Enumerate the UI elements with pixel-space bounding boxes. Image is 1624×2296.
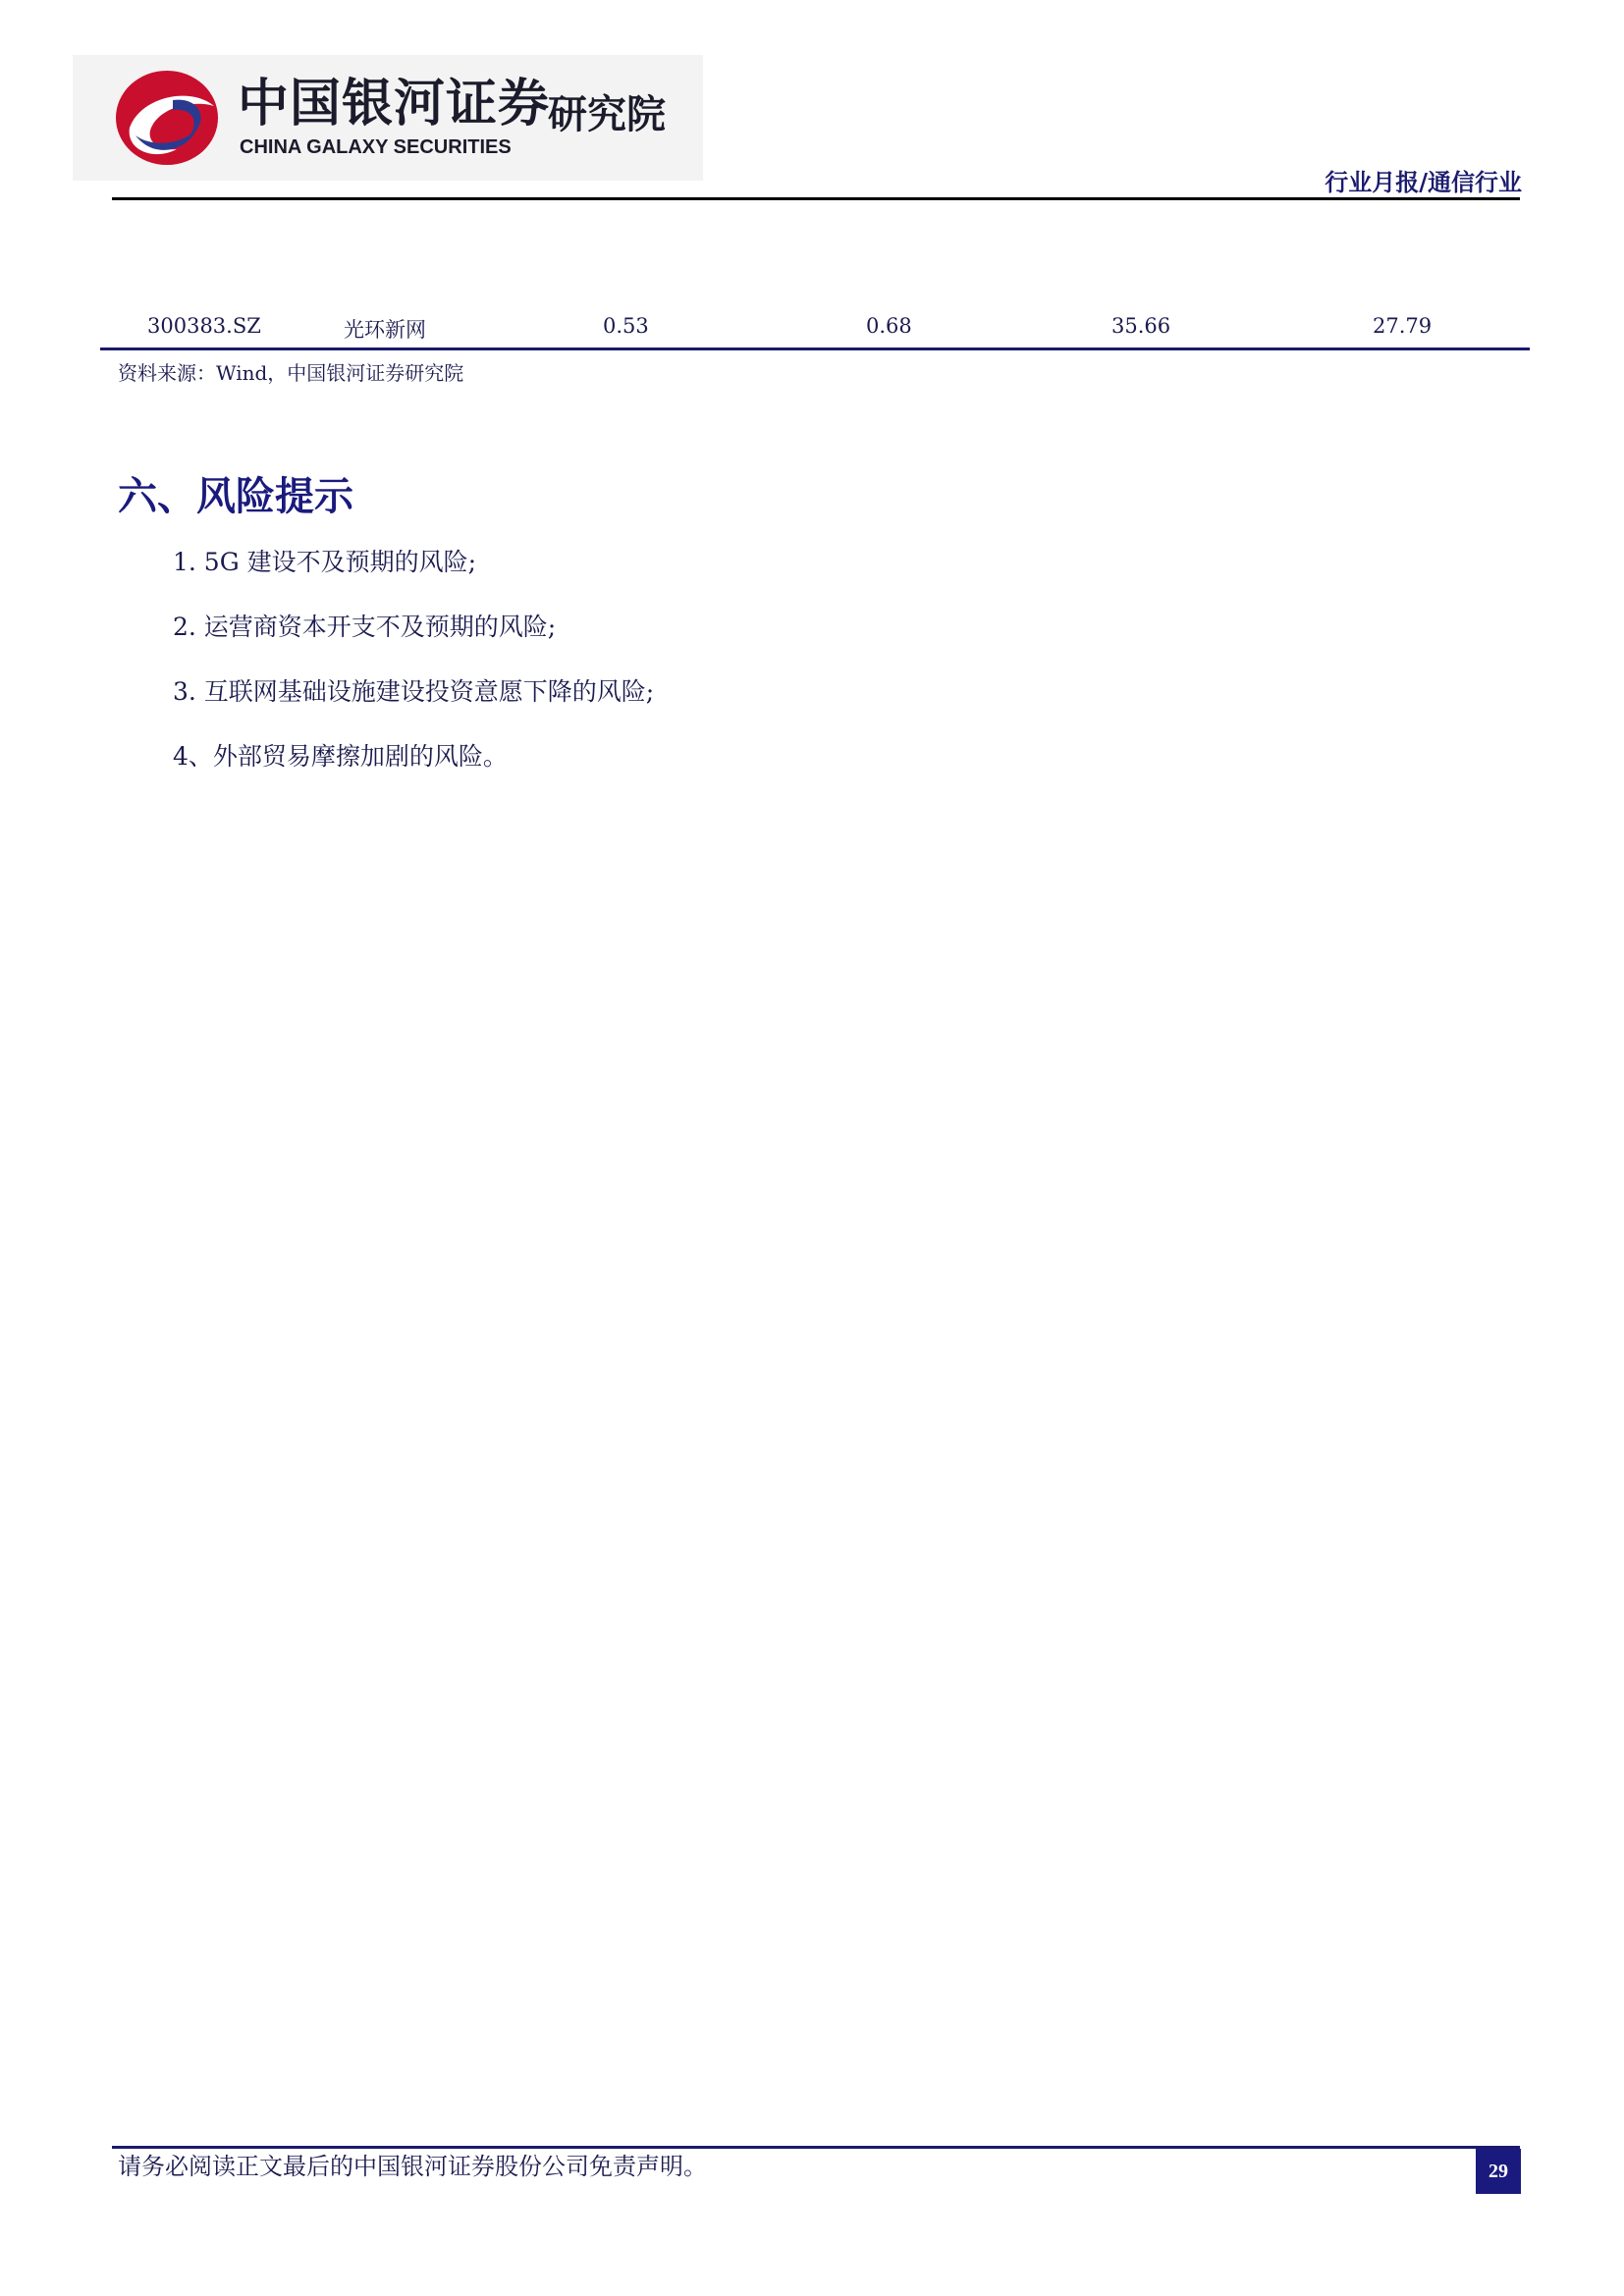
table-source-note: 资料来源：Wind，中国银河证券研究院 xyxy=(118,361,464,385)
table-bottom-rule xyxy=(100,347,1530,350)
value-cell-4: 27.79 xyxy=(1373,314,1433,338)
logo-text-cn: 中国银河证券 xyxy=(238,75,551,133)
stock-name-cell: 光环新网 xyxy=(344,318,426,342)
risk-list xyxy=(173,546,654,805)
galaxy-logo-icon xyxy=(112,67,222,169)
logo-institute-text: 研究院 xyxy=(548,92,666,137)
list-item: 4、外部贸易摩擦加剧的风险。 xyxy=(173,742,508,771)
list-item: 1. 5G 建设不及预期的风险; xyxy=(173,548,477,576)
value-cell-1: 0.53 xyxy=(603,314,649,338)
list-item: 3. 互联网基础设施建设投资意愿下降的风险; xyxy=(173,677,655,706)
table-row xyxy=(100,310,1530,346)
value-cell-2: 0.68 xyxy=(866,314,912,338)
list-item: 2. 运营商资本开支不及预期的风险; xyxy=(173,613,557,641)
header-divider xyxy=(112,197,1520,200)
disclaimer-text: 请务必阅读正文最后的中国银河证券股份公司免责声明。 xyxy=(118,2153,707,2180)
company-logo xyxy=(73,55,703,181)
page-number: 29 xyxy=(1476,2149,1521,2194)
section-title: 六、风险提示 xyxy=(118,473,353,519)
footer-divider xyxy=(112,2146,1520,2149)
report-type-label: 行业月报/通信行业 xyxy=(1325,168,1522,196)
value-cell-3: 35.66 xyxy=(1111,314,1171,338)
stock-code-cell: 300383.SZ xyxy=(147,314,261,338)
logo-text-en: CHINA GALAXY SECURITIES xyxy=(240,136,512,158)
